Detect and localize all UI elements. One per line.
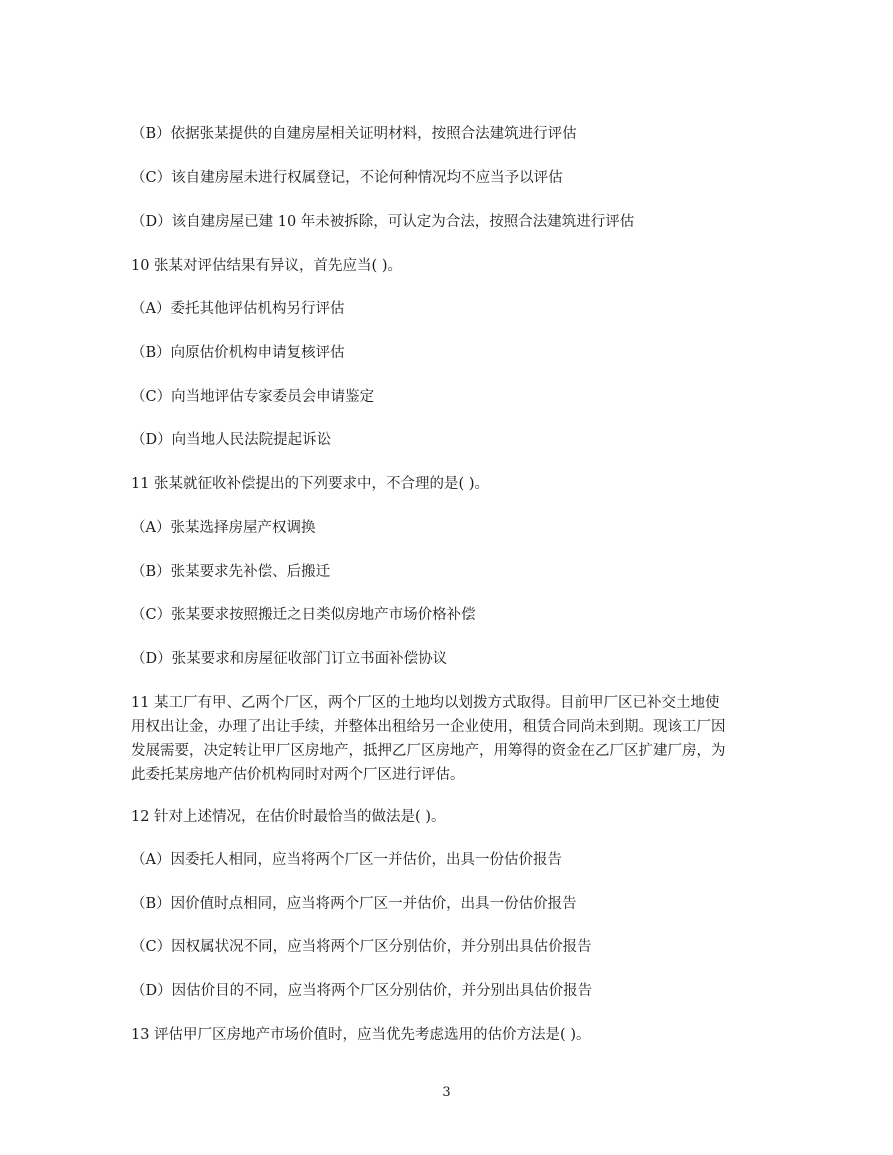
q12-option-b: （B）因价值时点相同，应当将两个厂区一并估价，出具一份估价报告 (131, 896, 577, 912)
q10-option-a: （A）委托其他评估机构另行评估 (131, 301, 345, 317)
case-paragraph-line: 发展需要，决定转让甲厂区房地产，抵押乙厂区房地产，用筹得的资金在乙厂区扩建厂房，为 (131, 743, 726, 759)
q11-option-b: （B）张某要求先补偿、后搬迁 (131, 564, 331, 580)
q12-option-a: （A）因委托人相同，应当将两个厂区一并估价，出具一份估价报告 (131, 852, 562, 868)
q9-option-c: （C）该自建房屋未进行权属登记，不论何种情况均不应当予以评估 (131, 170, 563, 186)
q10-option-d: （D）向当地人民法院提起诉讼 (131, 432, 332, 448)
q11-option-d: （D）张某要求和房屋征收部门订立书面补偿协议 (131, 651, 448, 667)
q13-stem: 13 评估甲厂区房地产市场价值时，应当优先考虑选用的估价方法是( )。 (131, 1027, 591, 1043)
q10-option-b: （B）向原估价机构申请复核评估 (131, 345, 345, 361)
q12-option-d: （D）因估价目的不同，应当将两个厂区分别估价，并分别出具估价报告 (131, 983, 593, 999)
q10-option-c: （C）向当地评估专家委员会申请鉴定 (131, 389, 375, 405)
q11-option-c: （C）张某要求按照搬迁之日类似房地产市场价格补偿 (131, 607, 476, 623)
case-paragraph-line: 用权出让金，办理了出让手续，并整体出租给另一企业使用，租赁合同尚未到期。现该工厂因 (131, 719, 726, 735)
case-paragraph-line: 11 某工厂有甲、乙两个厂区，两个厂区的土地均以划拨方式取得。目前甲厂区已补交土地使 (131, 695, 720, 711)
q9-option-d: （D）该自建房屋已建 10 年未被拆除，可认定为合法，按照合法建筑进行评估 (131, 214, 635, 230)
q11-stem: 11 张某就征收补偿提出的下列要求中，不合理的是( )。 (131, 476, 489, 492)
q12-option-c: （C）因权属状况不同，应当将两个厂区分别估价，并分别出具估价报告 (131, 939, 592, 955)
page-number: 3 (442, 1085, 451, 1100)
q9-option-b: （B）依据张某提供的自建房屋相关证明材料，按照合法建筑进行评估 (131, 126, 577, 142)
q11-option-a: （A）张某选择房屋产权调换 (131, 520, 316, 536)
q12-stem: 12 针对上述情况，在估价时最恰当的做法是( )。 (131, 809, 446, 825)
case-paragraph-line: 此委托某房地产估价机构同时对两个厂区进行评估。 (131, 767, 465, 783)
q10-stem: 10 张某对评估结果有异议，首先应当( )。 (131, 258, 402, 274)
